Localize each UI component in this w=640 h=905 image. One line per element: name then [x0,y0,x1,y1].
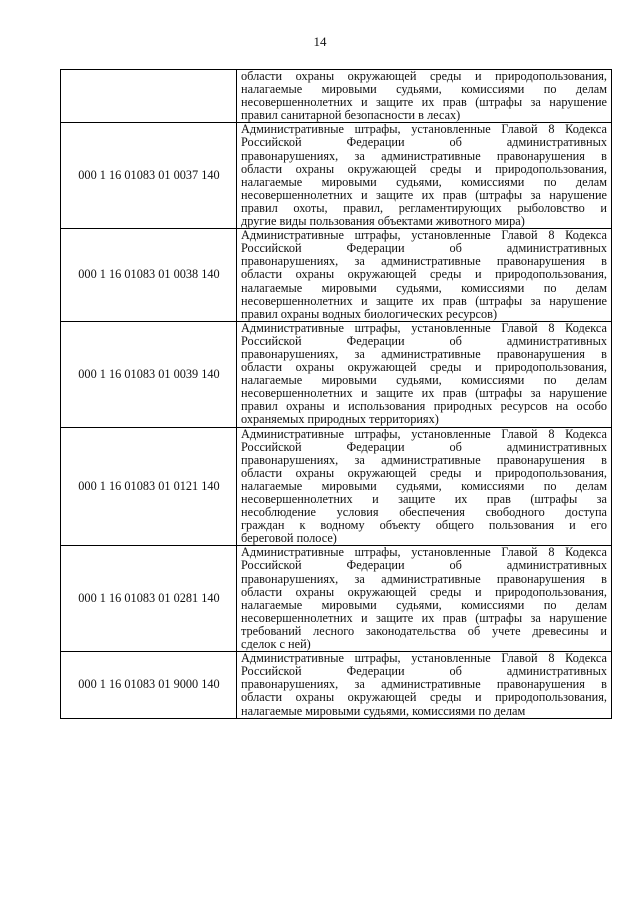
description-line: налагаемые мировыми судьями, комиссиями по делам [241,83,607,97]
description-line: требований лесного законодательства об учете древесины и [241,624,607,638]
description-line: Административные штрафы, установленные Главой 8 Кодекса [241,546,607,560]
description-line: Административные штрафы, установленные Главой 8 Кодекса [241,123,607,137]
description-line: другие виды пользования объектами животного мира) [241,215,525,229]
description-line: правонарушениях, за административные правонарушения в [241,347,607,361]
description-line: правонарушениях, за административные правонарушения в [241,678,607,692]
table-row [61,123,612,229]
description-line: правил санитарной безопасности в лесах) [241,109,461,123]
budget-code-cell: 000 1 16 01083 01 0121 140 [61,427,237,546]
description-cell [237,652,612,718]
description-line: Административные штрафы, установленные Главой 8 Кодекса [241,427,607,441]
description-line: налагаемые мировыми судьями, комиссиями по делам [241,598,607,612]
description-line: правил охраны и использования природных ресурсов на особо [241,400,607,414]
description-line: налагаемые мировыми судьями, комиссиями по делам [241,704,526,718]
description-line: несовершеннолетних и защите их прав (штрафы за нарушение [241,294,607,308]
description-line: правонарушениях, за административные правонарушения в [241,255,607,269]
description-line: области охраны окружающей среды и природопользования, [241,585,607,599]
budget-code-cell: 000 1 16 01083 01 0281 140 [61,546,237,652]
budget-code-cell [61,70,237,123]
description-line: правил охраны водных биологических ресурсов) [241,307,498,321]
fee-table [60,69,612,719]
description-line: области охраны окружающей среды и природопользования, [241,70,607,83]
description-line: Административные штрафы, установленные Главой 8 Кодекса [241,652,607,666]
description-line: налагаемые мировыми судьями, комиссиями по делам [241,479,607,493]
description-line: сделок с ней) [241,638,311,652]
table-row [61,321,612,427]
description-line: Административные штрафы, установленные Главой 8 Кодекса [241,321,607,335]
description-line: Российской Федерации об административных [241,334,607,348]
description-cell [237,70,612,123]
description-line: несовершеннолетних и защите их прав (штрафы за нарушение [241,96,607,110]
description-line: Российской Федерации об административных [241,665,607,679]
description-cell [237,229,612,322]
description-line: Российской Федерации об административных [241,136,607,150]
description-line: налагаемые мировыми судьями, комиссиями по делам [241,175,607,189]
description-line: Российской Федерации об административных [241,242,607,256]
description-line: граждан к водному объекту общего пользования и его [241,519,607,533]
description-line: береговой полосе) [241,532,337,546]
description-line: области охраны окружающей среды и природопользования, [241,691,607,705]
description-line: правонарушениях, за административные правонарушения в [241,149,607,163]
description-line: Российской Федерации об административных [241,559,607,573]
table-row [61,70,612,123]
table-row [61,427,612,546]
description-cell [237,427,612,546]
description-line: Административные штрафы, установленные Главой 8 Кодекса [241,229,607,243]
table-row [61,652,612,718]
description-cell [237,123,612,229]
description-line: несовершеннолетних и защите их прав (штрафы за нарушение [241,188,607,202]
description-line: налагаемые мировыми судьями, комиссиями по делам [241,281,607,295]
budget-code-cell: 000 1 16 01083 01 9000 140 [61,652,237,718]
table-row [61,229,612,322]
description-cell [237,546,612,652]
budget-code-cell: 000 1 16 01083 01 0039 140 [61,321,237,427]
description-line: области охраны окружающей среды и природопользования, [241,162,607,176]
description-line: области охраны окружающей среды и природопользования, [241,268,607,282]
description-line: несовершеннолетних и защите их прав (штрафы за нарушение [241,611,607,625]
description-line: правил охоты, правил, регламентирующих рыболовство и [241,201,607,215]
description-line: несовершеннолетних и защите их прав (штрафы за нарушение [241,387,607,401]
description-line: правонарушениях, за административные правонарушения в [241,453,607,467]
description-cell [237,321,612,427]
description-line: области охраны окружающей среды и природопользования, [241,466,607,480]
description-line: несоблюдение условия обеспечения свободного доступа [241,506,607,520]
description-line: области охраны окружающей среды и природопользования, [241,361,607,375]
table-row [61,546,612,652]
page-number: 14 [313,34,327,49]
description-line: охраняемых природных территориях) [241,413,439,427]
fee-table-body [61,70,612,719]
description-line: Российской Федерации об административных [241,440,607,454]
description-line: несовершеннолетних и защите их прав (штрафы за [241,493,607,506]
budget-code-cell: 000 1 16 01083 01 0037 140 [61,123,237,229]
description-line: налагаемые мировыми судьями, комиссиями по делам [241,374,607,388]
description-line: правонарушениях, за административные правонарушения в [241,572,607,586]
budget-code-cell: 000 1 16 01083 01 0038 140 [61,229,237,322]
